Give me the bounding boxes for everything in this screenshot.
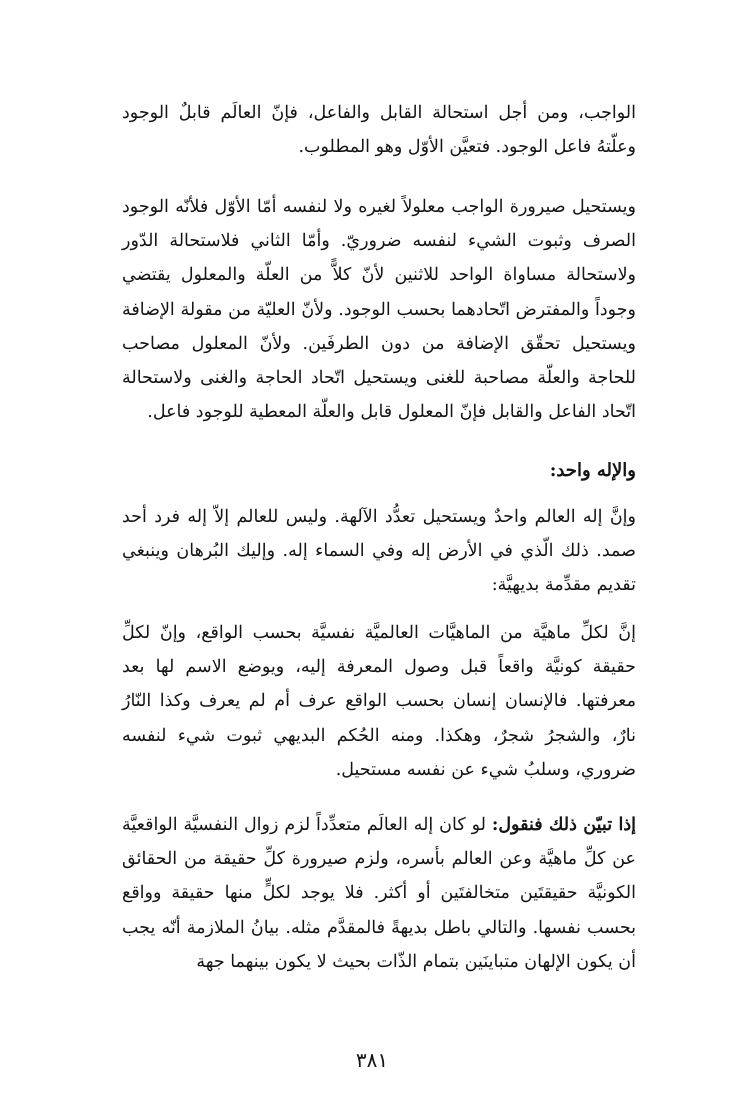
paragraph-2: ويستحيل صيرورة الواجب معلولاً لغيره ولا لنفسه أمّا الأوّل فلأنّه الوجود الصرف وثبوت الشيء لنفسه ضروريّ. وأمّا الثاني فلاستحالة الدّور ولاستحالة مساواة الواحد للاثنين لأنّ كلاًّ من العلّة والمعلول يقتضي وجوداً والمفترض اتّحادهما بحسب الوجود. ولأنّ العليّة من مقولة الإضافة ويستحيل تحقّق الإضافة من دون الطرفَين. ولأنّ المعلول مصاحب للحاجة والعلّة مصاحبة للغنى ويستحيل اتّحاد الحاجة والغنى ولاستحالة اتّحاد الفاعل والقابل فإنّ المعلول قابل والعلّة المعطية للوجود فاعل. (122, 197, 636, 423)
paragraph-5-lead: إذا تبيّن ذلك فنقول: (491, 815, 637, 835)
page-number: ٣٨١ (355, 1048, 389, 1072)
paragraph-5 (122, 808, 636, 979)
paragraph-4: إنَّ لكلِّ ماهيَّة من الماهيَّات العالميَّة نفسيَّة بحسب الواقع، وإنّ لكلِّ حقيقة كونيَّة واقعاً قبل وصول المعرفة إليه، ويوضع الاسم لها بعد معرفتها. فالإنسان إنسان بحسب الواقع عرف أم لم يعرف وكذا النّارُ نارٌ، والشجرُ شجرٌ، وهكذا. ومنه الحُكم البديهي ثبوت شيء لنفسه ضروري، وسلبُ شيء عن نفسه مستحيل. (122, 623, 636, 780)
paragraph-5-body: لو كان إله العالَم متعدِّداً لزم زوال النفسيَّة الواقعيَّة عن كلِّ ماهيَّة وعن العالم بأسره، ولزم صيرورة كلِّ حقيقة من الحقائق الكونيَّة حقيقتَين متخالفتَين أو أكثر. فلا يوجد لكلٍّ منها حقيقة وواقع بحسب نفسها. والتالي باطل بديهةً فالمقدَّم مثله. بيانُ الملازمة أنّه يجب أن يكون الإلهان متباينَين بتمام الذّات بحيث لا يكون بينهما جهة (122, 815, 636, 972)
paragraph-1: الواجب، ومن أجل استحالة القابل والفاعل، فإنّ العالَم قابلٌ الوجود وعلّتهُ فاعل الوجود. فتعيَّن الأوّل وهو المطلوب. (122, 103, 636, 158)
section-heading: والإله واحد: (549, 460, 636, 481)
paragraph-3: وإنَّ إله العالم واحدٌ ويستحيل تعدُّد الآلهة. وليس للعالم إلاّ إله فرد أحد صمد. ذلك الّذي في الأرض إله وفي السماء إله. وإليك البُرهان وينبغي تقديم مقدِّمة بديهيَّة: (122, 507, 636, 596)
